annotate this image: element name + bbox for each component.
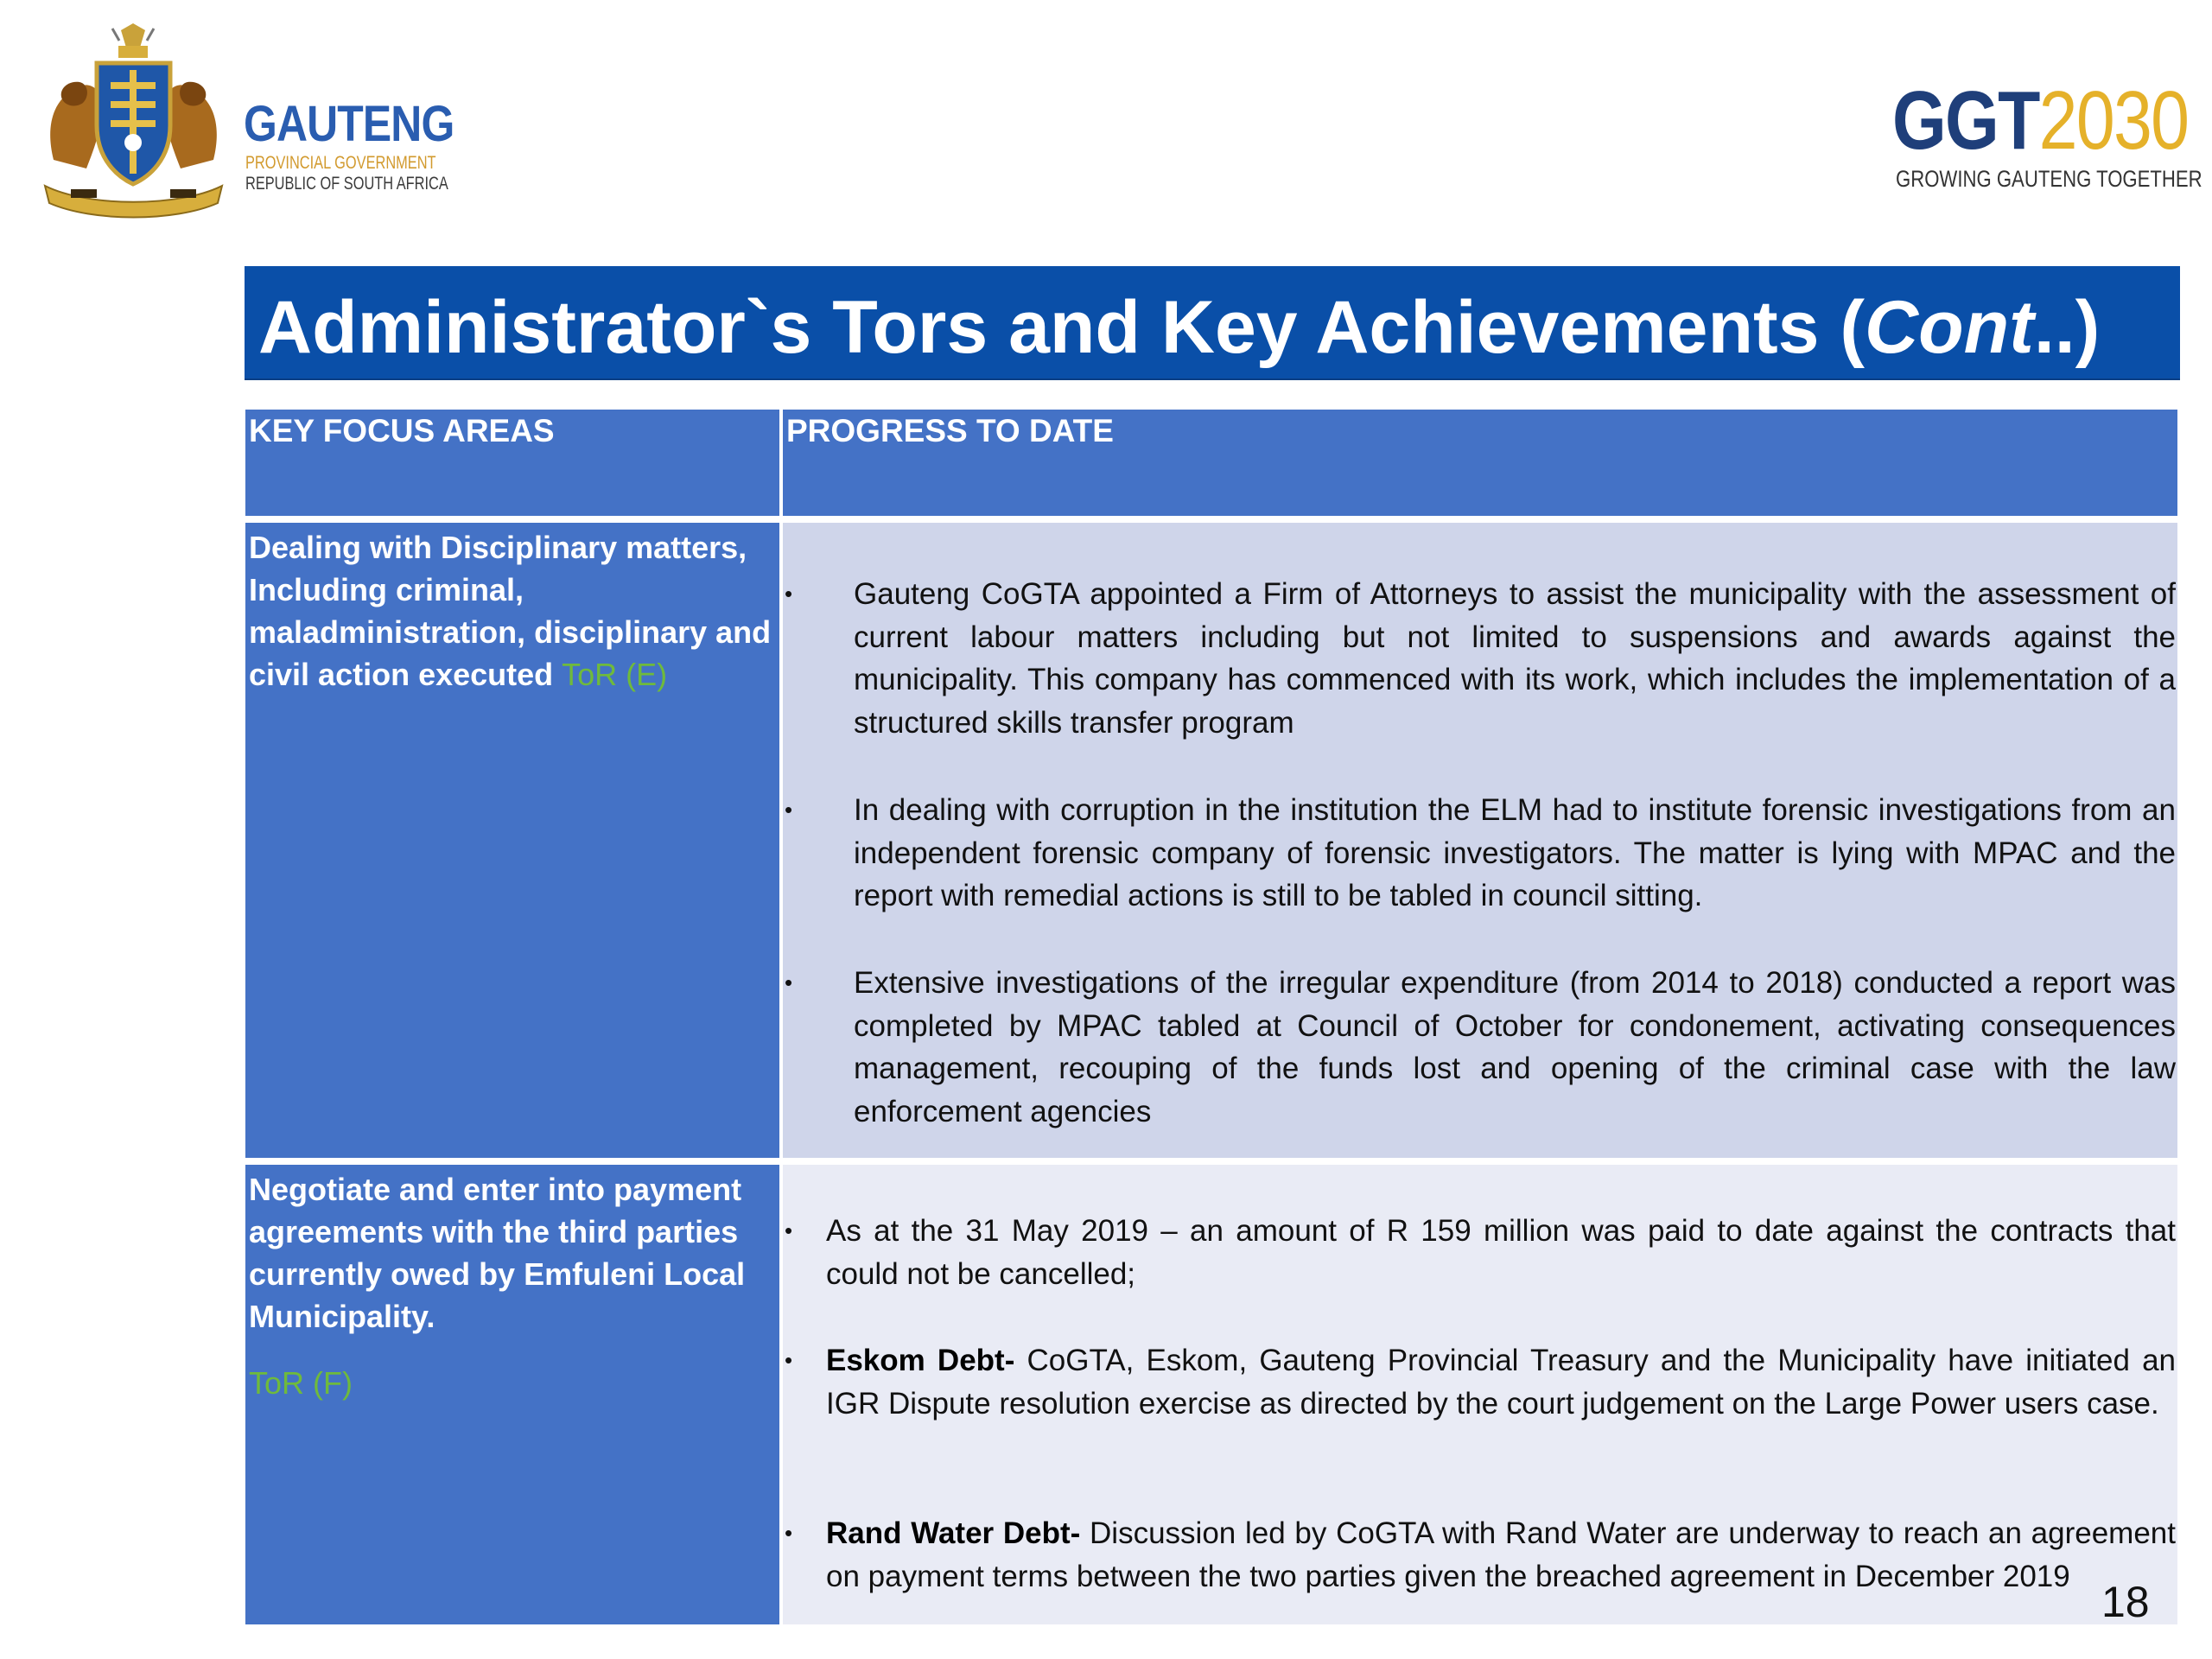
ggt-tagline: GROWING GAUTENG TOGETHER (1896, 166, 2202, 192)
bullet-text (826, 1339, 2176, 1425)
bullet-dot: • (785, 969, 793, 995)
bullet-dot: • (785, 797, 793, 823)
ggt-year: 2030 (2038, 74, 2189, 167)
gauteng-name: GAUTENG (244, 96, 454, 152)
header-key-focus-areas: KEY FOCUS AREAS (245, 410, 779, 516)
ggt2030-logo (1892, 74, 2202, 200)
bullet-text: Gauteng CoGTA appointed a Firm of Attorneys to assist the municipality with the assessment of current labour matters including but not limited to suspensions and awards against the municipality. This company has commenced with its work, which includes the implementation of a structured skills transfer program (854, 577, 2176, 740)
bullet-dot: • (785, 1520, 793, 1546)
progress-cell (783, 1165, 2177, 1624)
slide-title-end: ..) (2033, 286, 2101, 369)
ggt2030-wordmark (1892, 74, 2189, 167)
bullet-text (826, 1512, 2176, 1598)
bullet-dot: • (785, 1217, 793, 1243)
slide-title-bar (245, 266, 2180, 378)
ggt-text: GGT (1892, 74, 2039, 167)
focus-area-cell (245, 523, 779, 1158)
progress-cell (783, 523, 2177, 1158)
tor-label: ToR (E) (562, 657, 668, 692)
bullet-bold-lead: Rand Water Debt- (826, 1516, 1081, 1550)
focus-area-text: Negotiate and enter into payment agreements with the third parties currently owed by Emfuleni Local Municipality. (249, 1172, 746, 1334)
bullet-text: Extensive investigations of the irregular expenditure (from 2014 to 2018) conducted a report was completed by MPAC tabled at Council of October for condonement, activating consequences management, recouping of the funds lost and opening of the criminal case with the law enforcement agencies (854, 966, 2176, 1128)
bullet-body: Discussion led by CoGTA with Rand Water are underway to reach an agreement on payment terms between the two parties given the breached agreement in December 2019 (826, 1516, 2176, 1593)
bullet-body: CoGTA, Eskom, Gauteng Provincial Treasury and the Municipality have initiated an IGR Dispute resolution exercise as directed by the court judgement on the Large Power users case. (826, 1344, 2176, 1421)
focus-area-text: Dealing with Disciplinary matters, Including criminal, maladministration, disciplinary and civil action executed (249, 530, 772, 692)
slide-title-main: Administrator`s Tors and Key Achievements ( (258, 286, 1865, 369)
bullet-dot: • (785, 1347, 793, 1373)
slide-title-italic: Cont (1865, 286, 2034, 369)
bullet-bold-lead: Eskom Debt- (826, 1344, 1015, 1377)
bullet-dot: • (785, 581, 793, 607)
header-progress-to-date: PROGRESS TO DATE (783, 410, 2177, 516)
coat-of-arms-emblem (36, 22, 231, 219)
gauteng-logo (36, 22, 486, 225)
bullet-text: As at the 31 May 2019 – an amount of R 159 million was paid to date against the contracts that could not be cancelled; (826, 1214, 2176, 1291)
gauteng-subtitle-republic: REPUBLIC OF SOUTH AFRICA (245, 174, 448, 194)
page-number: 18 (2101, 1578, 2150, 1626)
slide-title (258, 285, 2100, 371)
bullet-text: In dealing with corruption in the institution the ELM had to institute forensic investigations from an independent forensic company of forensic investigators. The matter is lying with MPAC and the report with remedial actions is still to be tabled in council sitting. (854, 793, 2176, 912)
tor-label: ToR (F) (249, 1365, 353, 1401)
focus-area-cell (245, 1165, 779, 1624)
gauteng-subtitle-provincial: PROVINCIAL GOVERNMENT (245, 153, 436, 173)
